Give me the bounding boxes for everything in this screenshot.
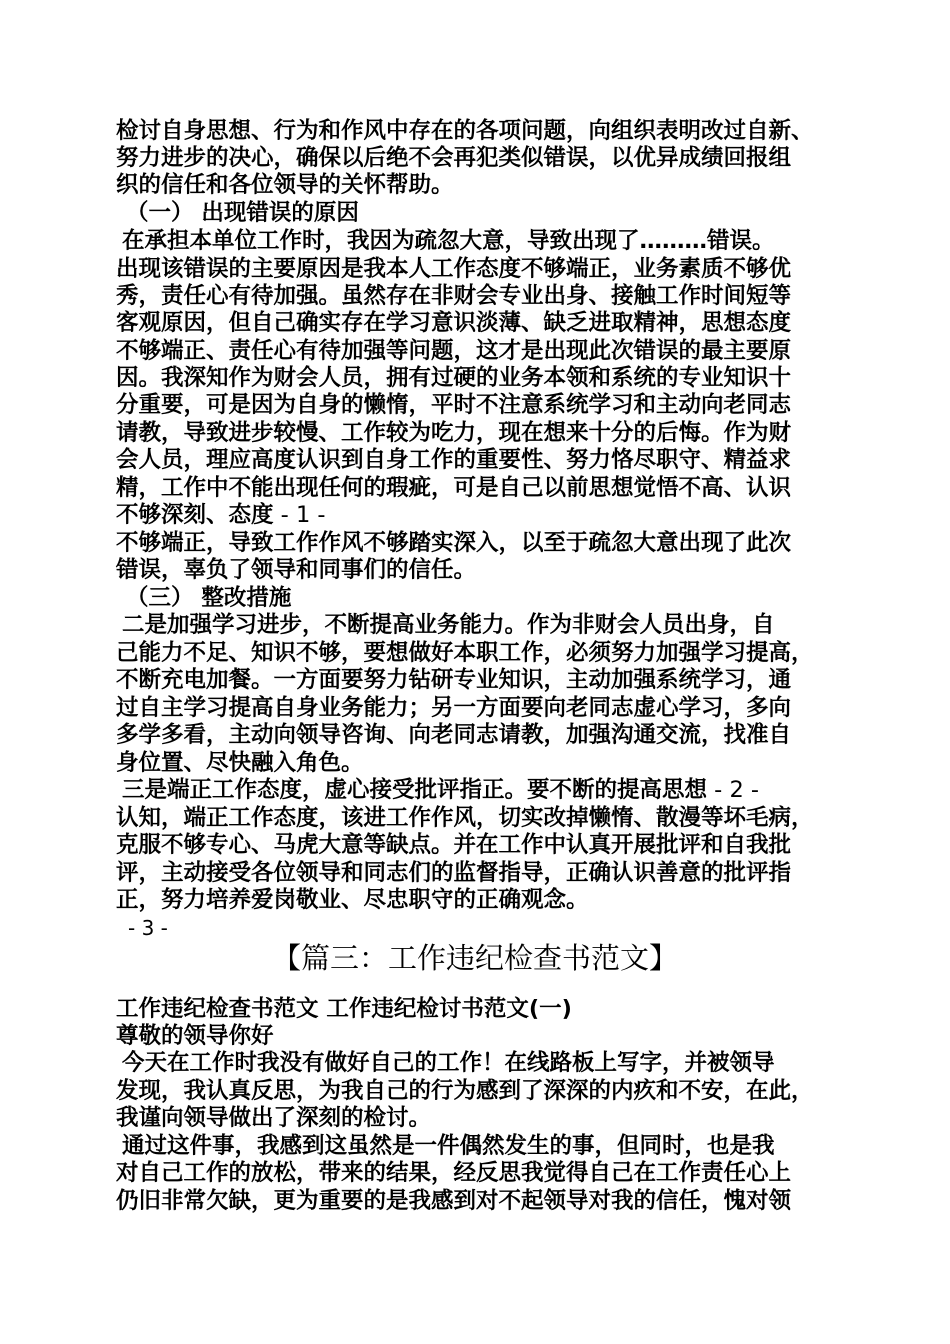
article-heading: 工作违纪检查书范文 工作违纪检讨书范文(一) xyxy=(116,996,572,1022)
paragraph-line: 多学多看，主动向领导咨询、向老同志请教，加强沟通交流，找准自 xyxy=(116,722,792,748)
page-number-2: - 2 - xyxy=(714,777,760,803)
paragraph-line: 评，主动接受各位领导和同志们的监督指导，正确认识善意的批评指 xyxy=(116,860,792,886)
paragraph-line: 分重要，可是因为自身的懒惰，平时不注意系统学习和主动向老同志 xyxy=(116,392,792,418)
subheading-measures: （三） 整改措施 xyxy=(126,585,292,611)
page-number-3: - 3 - xyxy=(128,916,168,940)
paragraph-line: 己能力不足、知识不够，要想做好本职工作，必须努力加强学习提高， xyxy=(116,640,814,666)
paragraph-line: 在承担本单位工作时，我因为疏忽大意，导致出现了………错误。 xyxy=(122,228,775,254)
paragraph-line: 正，努力培养爱岗敬业、尽忠职守的正确观念。 xyxy=(116,887,589,913)
paragraph-line-with-page-number xyxy=(116,502,856,529)
subheading-causes: （一） 出现错误的原因 xyxy=(126,200,359,226)
paragraph-line: 出现该错误的主要原因是我本人工作态度不够端正，业务素质不够优 xyxy=(116,256,792,282)
paragraph-line: 秀，责任心有待加强。虽然存在非财会专业出身、接触工作时间短等 xyxy=(116,283,792,309)
section-title: 【篇三：工作违纪检查书范文】 xyxy=(271,941,678,975)
paragraph-line: 错误，辜负了领导和同事们的信任。 xyxy=(116,557,477,583)
paragraph-line: 通过这件事，我感到这虽然是一件偶然发生的事，但同时，也是我 xyxy=(122,1133,775,1159)
paragraph-line: 今天在工作时我没有做好自己的工作！在线路板上写字，并被领导 xyxy=(122,1050,775,1076)
paragraph-line: 努力进步的决心，确保以后绝不会再犯类似错误，以优异成绩回报组 xyxy=(116,145,792,171)
paragraph-line: 不够端正、责任心有待加强等问题，这才是出现此次错误的最主要原 xyxy=(116,338,792,364)
paragraph-line: 身位置、尽快融入角色。 xyxy=(116,750,364,776)
paragraph-line: 过自主学习提高自身业务能力；另一方面要向老同志虚心学习，多向 xyxy=(116,695,792,721)
paragraph-line: 因。我深知作为财会人员，拥有过硬的业务本领和系统的专业知识十 xyxy=(116,365,792,391)
paragraph-line: 对自己工作的放松，带来的结果，经反思我觉得自己在工作责任心上 xyxy=(116,1160,792,1186)
salutation: 尊敬的领导你好 xyxy=(116,1023,274,1049)
page-number-1: - 1 - xyxy=(280,502,326,528)
paragraph-line: 织的信任和各位领导的关怀帮助。 xyxy=(116,172,454,198)
paragraph-line-with-page-number xyxy=(122,777,862,804)
paragraph-line: 认知，端正工作态度，该进工作作风，切实改掉懒惰、散漫等坏毛病， xyxy=(116,805,814,831)
paragraph-line: 不够端正，导致工作作风不够踏实深入，以至于疏忽大意出现了此次 xyxy=(116,530,792,556)
paragraph-line: 会人员，理应高度认识到自身工作的重要性、努力恪尽职守、精益求 xyxy=(116,447,792,473)
paragraph-line: 我谨向领导做出了深刻的检讨。 xyxy=(116,1105,432,1131)
line-text: 三是端正工作态度，虚心接受批评指正。要不断的提高思想 xyxy=(122,777,708,803)
paragraph-line: 检讨自身思想、行为和作风中存在的各项问题，向组织表明改过自新、 xyxy=(116,118,814,144)
paragraph-line: 仍旧非常欠缺，更为重要的是我感到对不起领导对我的信任，愧对领 xyxy=(116,1188,792,1214)
paragraph-line: 二是加强学习进步，不断提高业务能力。作为非财会人员出身，自 xyxy=(122,612,775,638)
paragraph-line: 请教，导致进步较慢、工作较为吃力，现在想来十分的后悔。作为财 xyxy=(116,420,792,446)
paragraph-line: 不断充电加餐。一方面要努力钻研专业知识，主动加强系统学习，通 xyxy=(116,667,792,693)
paragraph-line: 客观原因，但自己确实存在学习意识淡薄、缺乏进取精神，思想态度 xyxy=(116,310,792,336)
paragraph-line: 发现，我认真反思，为我自己的行为感到了深深的内疚和不安，在此， xyxy=(116,1078,814,1104)
line-text: 不够深刻、态度 xyxy=(116,502,274,528)
paragraph-line: 克服不够专心、马虎大意等缺点。并在工作中认真开展批评和自我批 xyxy=(116,832,792,858)
paragraph-line: 精，工作中不能出现任何的瑕疵，可是自己以前思想觉悟不高、认识 xyxy=(116,475,792,501)
